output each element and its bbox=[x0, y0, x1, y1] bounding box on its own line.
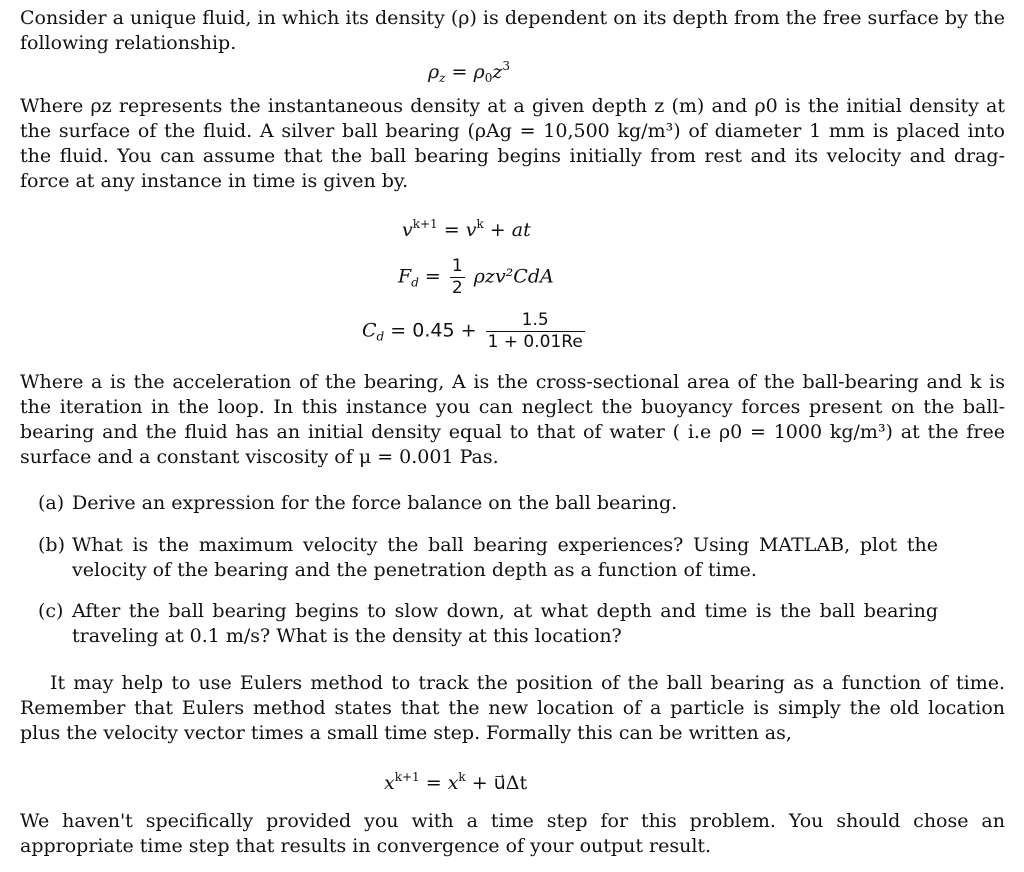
question-c-text: After the ball bearing begins to slow down, at what depth and time is the ball bearing traveling at 0.1 m/s? What is the density at this location? bbox=[72, 600, 938, 647]
eq-drag-fraction bbox=[450, 256, 465, 299]
question-c bbox=[38, 599, 938, 649]
question-a-text: Derive an expression for the force balance on the ball bearing. bbox=[72, 492, 678, 514]
eq-velocity-lhs-exp: k+1 bbox=[412, 217, 438, 231]
eq-cd-frac-num: 1.5 bbox=[486, 310, 585, 332]
eq-cd-fraction bbox=[486, 310, 585, 353]
eq-density-lhs-sub: z bbox=[439, 71, 446, 85]
eq-drag-frac-num: 1 bbox=[451, 256, 463, 276]
eq-euler-lhs-exp: k+1 bbox=[394, 770, 420, 784]
eq-euler-rhs-exp: k bbox=[458, 770, 466, 784]
eq-euler-rest: + u⃗Δt bbox=[471, 772, 528, 794]
eq-density-rhs-var: z bbox=[492, 61, 503, 83]
eq-cd-lhs-sub: d bbox=[376, 329, 385, 344]
eq-cd-lhs: C bbox=[362, 319, 377, 342]
drag-force-equation bbox=[398, 256, 554, 299]
density-equation bbox=[428, 60, 510, 85]
eq-euler-rhs: x bbox=[447, 772, 459, 794]
eq-drag-lhs: F bbox=[398, 265, 412, 288]
drag-coefficient-equation bbox=[362, 310, 588, 353]
intro-paragraph: Consider a unique fluid, in which its density (ρ) is dependent on its depth from the free surface by the following relationship. bbox=[20, 7, 1005, 54]
eq-velocity-rhs: v bbox=[465, 219, 477, 241]
eq-cd-equals: = 0.45 + bbox=[390, 319, 477, 342]
velocity-equation bbox=[402, 218, 531, 243]
question-a bbox=[38, 491, 938, 516]
eq-drag-equals: = bbox=[424, 265, 441, 288]
eq-velocity-equals: = bbox=[443, 219, 460, 241]
question-b bbox=[38, 533, 938, 583]
where-paragraph-2: Where a is the acceleration of the bearing, A is the cross-sectional area of the ball-bearing and k is the iteration in the loop. In this instance you can neglect the buoyancy forces present on the ball-bearing and the fluid has an initial density equal to that of water ( i.e ρ0 = 1000 kg/m³) at the free surface and a constant viscosity of μ = 0.001 Pas. bbox=[20, 371, 1005, 468]
eq-density-equals: = bbox=[451, 61, 468, 83]
question-c-label: (c) bbox=[38, 600, 64, 622]
where-paragraph-1: Where ρz represents the instantaneous density at a given depth z (m) and ρ0 is the initial density at the surface of the fluid. A silver ball bearing (ρAg = 10,500 kg/m³) of diameter 1 mm is placed into the fluid. You can assume that the ball bearing begins initially from rest and its velocity and drag-force at any instance in time is given by. bbox=[20, 95, 1005, 192]
eq-euler-lhs: x bbox=[384, 772, 395, 794]
eq-drag-frac-den: 2 bbox=[451, 278, 463, 298]
eq-drag-rhs: ρzv²CdA bbox=[473, 265, 554, 288]
eq-velocity-rest: + at bbox=[489, 219, 531, 241]
eq-euler-equals: = bbox=[425, 772, 442, 794]
euler-equation bbox=[384, 771, 527, 796]
eq-density-lhs: ρ bbox=[428, 61, 440, 83]
eq-density-rhs: ρ bbox=[473, 61, 485, 83]
closing-paragraph: We haven't specifically provided you with a time step for this problem. You should chose an appropriate time step that results in convergence of your output result. bbox=[20, 810, 1005, 857]
eq-velocity-rhs-exp: k bbox=[476, 217, 484, 231]
eq-drag-lhs-sub: d bbox=[411, 275, 419, 290]
eq-velocity-lhs: v bbox=[402, 219, 413, 241]
question-b-text: What is the maximum velocity the ball bearing experiences? Using MATLAB, plot the velocity of the bearing and the penetration depth as a function of time. bbox=[72, 534, 938, 581]
eq-cd-frac-den: 1 + 0.01Re bbox=[487, 332, 583, 352]
eq-density-rhs-exp: 3 bbox=[502, 59, 510, 73]
eq-density-rhs-sub: 0 bbox=[484, 71, 493, 85]
question-b-label: (b) bbox=[38, 534, 65, 556]
question-a-label: (a) bbox=[38, 492, 65, 514]
hint-paragraph: It may help to use Eulers method to track the position of the ball bearing as a function of time. Remember that Eulers method states that the new location of a particle is simply the old location plus the velocity vector times a small time step. Formally this can be written as, bbox=[20, 672, 1005, 744]
